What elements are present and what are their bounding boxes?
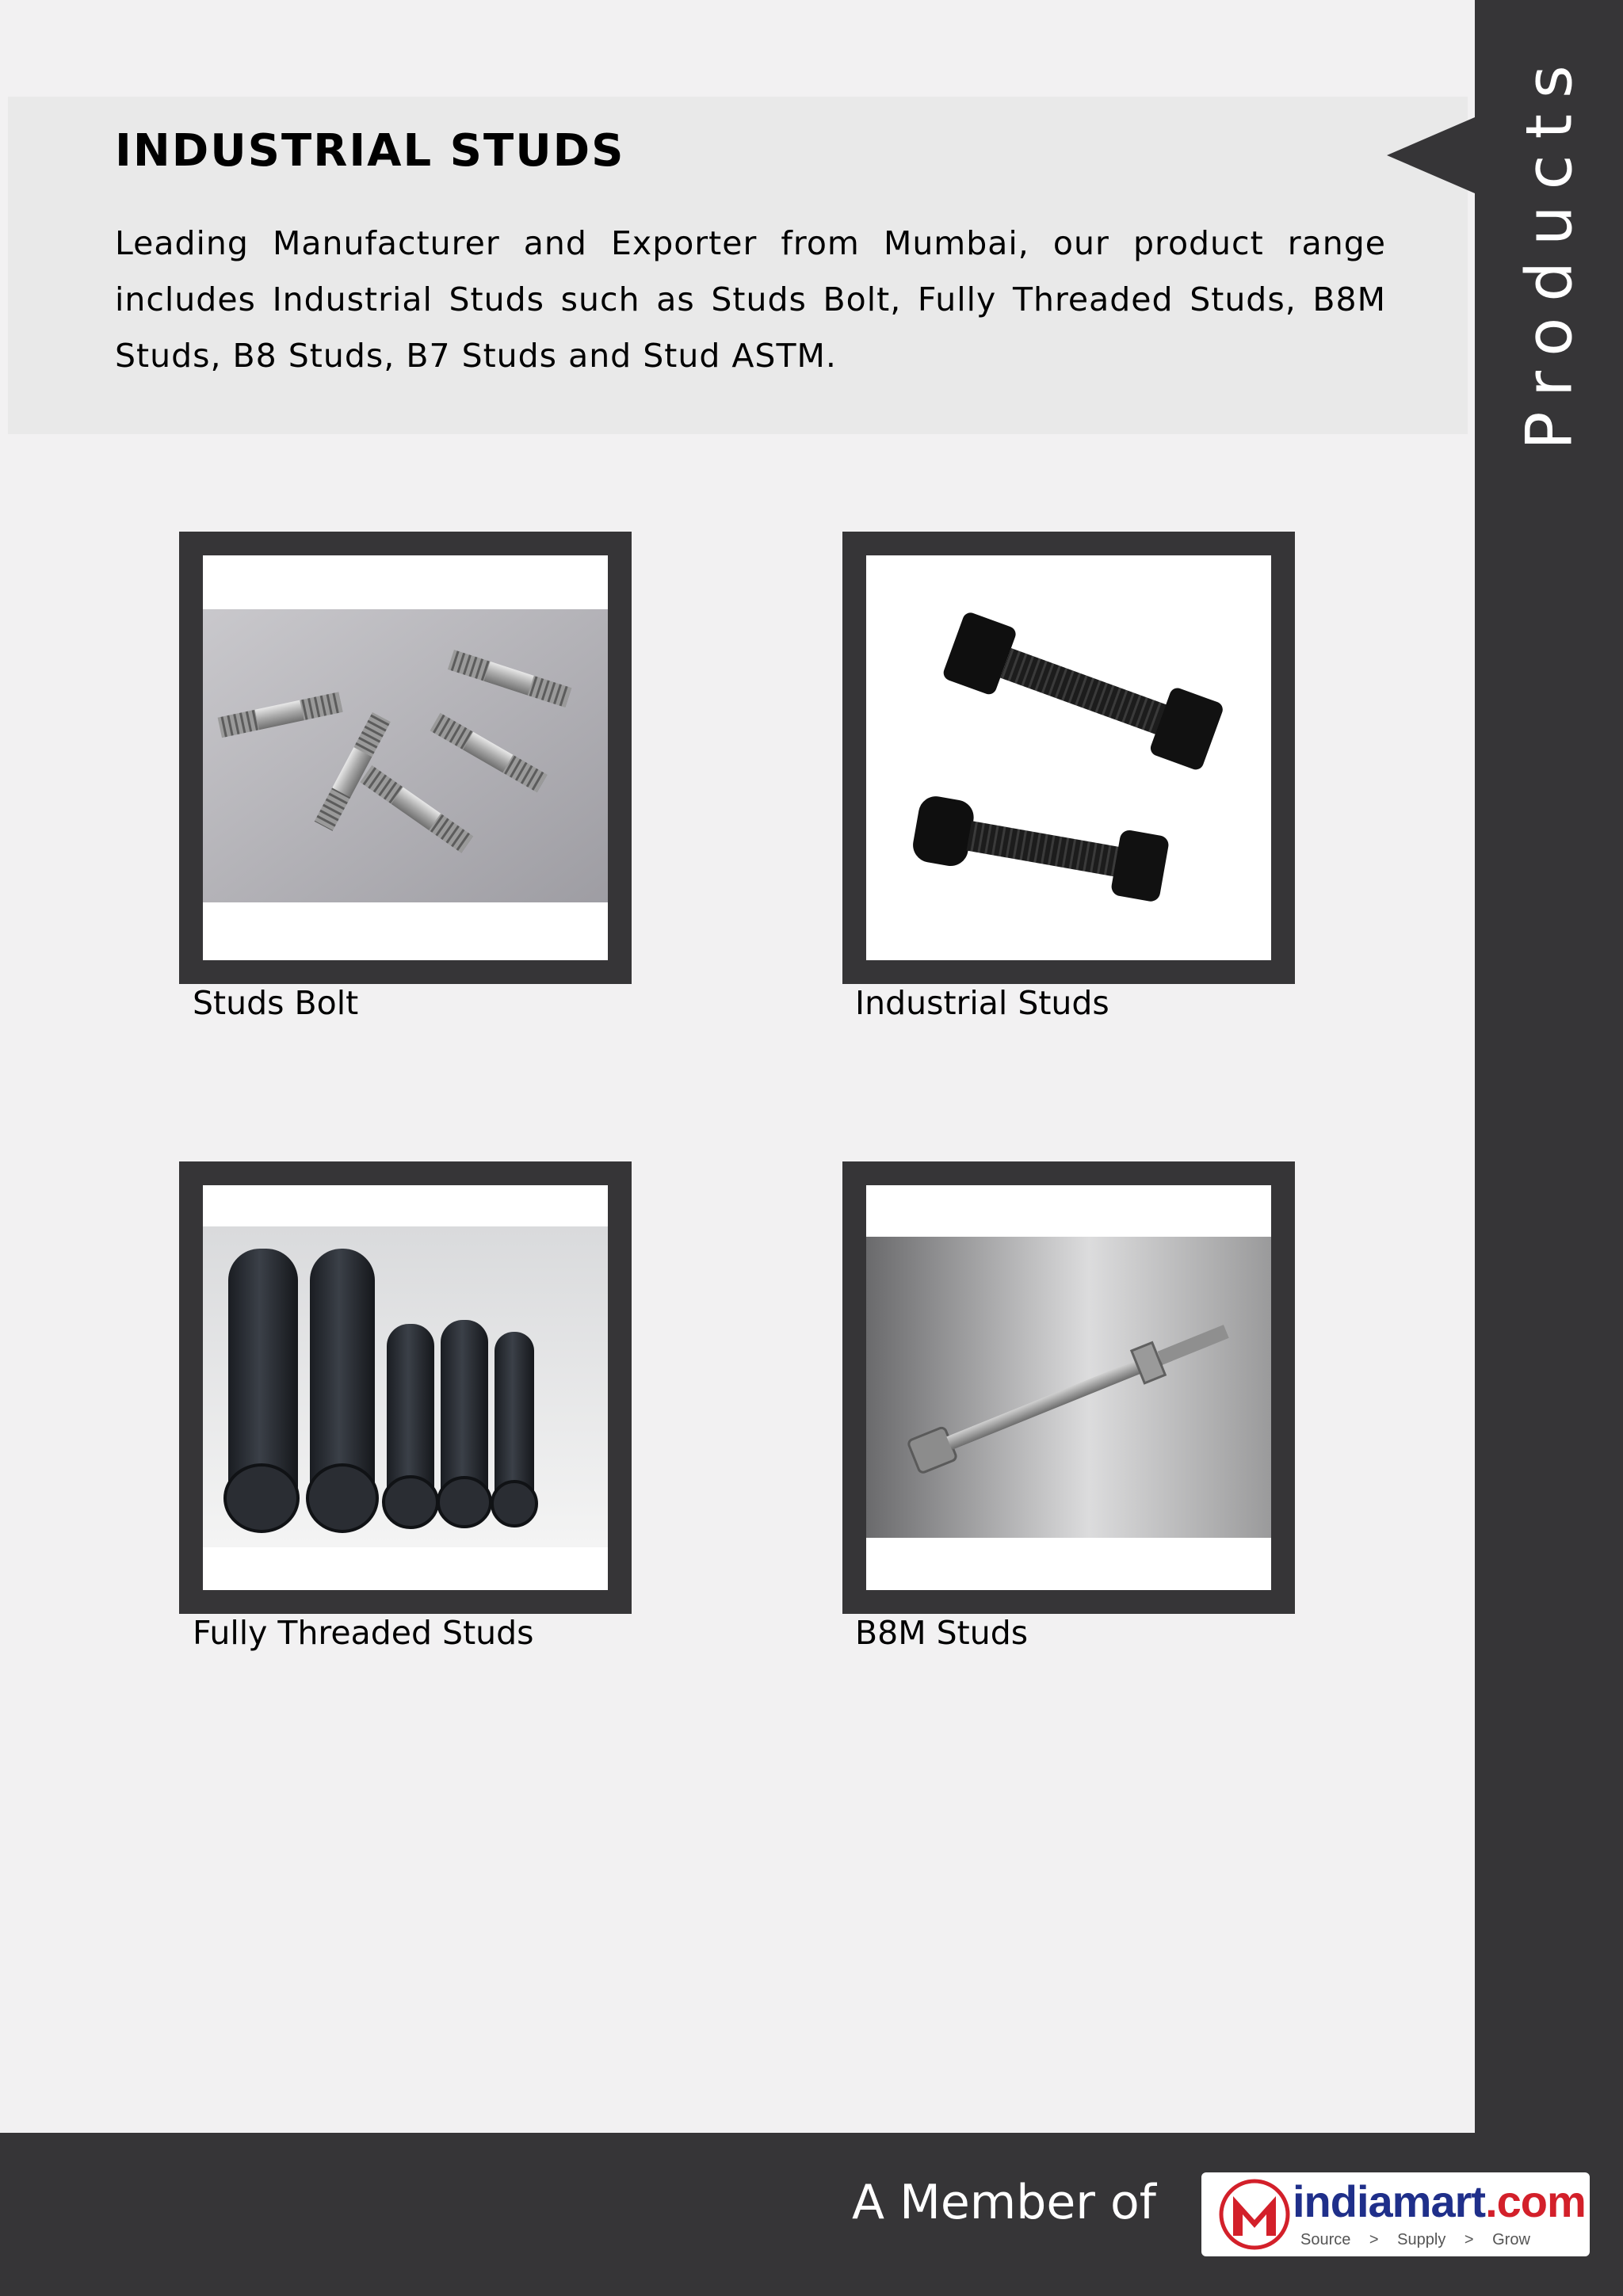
product-image-fully-threaded-studs: [203, 1185, 608, 1590]
intro-paragraph: Leading Manufacturer and Exporter from Mumbai, our product range includes Industrial Studs such as Studs Bolt, Fully Threaded Studs, B8M Studs, B8 Studs, B7 Studs and Stud ASTM.: [115, 224, 1386, 375]
product-card-b8m-studs[interactable]: [842, 1161, 1295, 1614]
product-caption-industrial-studs[interactable]: Industrial Studs: [855, 984, 1109, 1022]
member-of-text: A Member of: [852, 2175, 1156, 2230]
logo-wordmark: indiamart.com: [1293, 2176, 1586, 2226]
product-caption-b8m-studs[interactable]: B8M Studs: [855, 1614, 1029, 1652]
product-caption-fully-threaded-studs[interactable]: Fully Threaded Studs: [193, 1614, 534, 1652]
page-title: INDUSTRIAL STUDS: [115, 125, 625, 177]
sidebar-pointer-arrow: [1387, 117, 1475, 193]
product-image-b8m-studs: [866, 1185, 1271, 1590]
indiamart-m-icon: [1219, 2179, 1290, 2250]
product-image-industrial-studs: [866, 555, 1271, 960]
product-caption-studs-bolt[interactable]: Studs Bolt: [193, 984, 359, 1022]
product-card-fully-threaded-studs[interactable]: [179, 1161, 632, 1614]
indiamart-logo[interactable]: [1201, 2172, 1590, 2256]
product-card-studs-bolt[interactable]: [179, 532, 632, 984]
products-sidebar: [1475, 0, 1623, 2133]
logo-tagline: Source > Supply > Grow: [1300, 2231, 1530, 2248]
product-card-industrial-studs[interactable]: [842, 532, 1295, 984]
product-image-studs-bolt: [203, 555, 608, 960]
sidebar-label: Products: [1512, 49, 1586, 450]
